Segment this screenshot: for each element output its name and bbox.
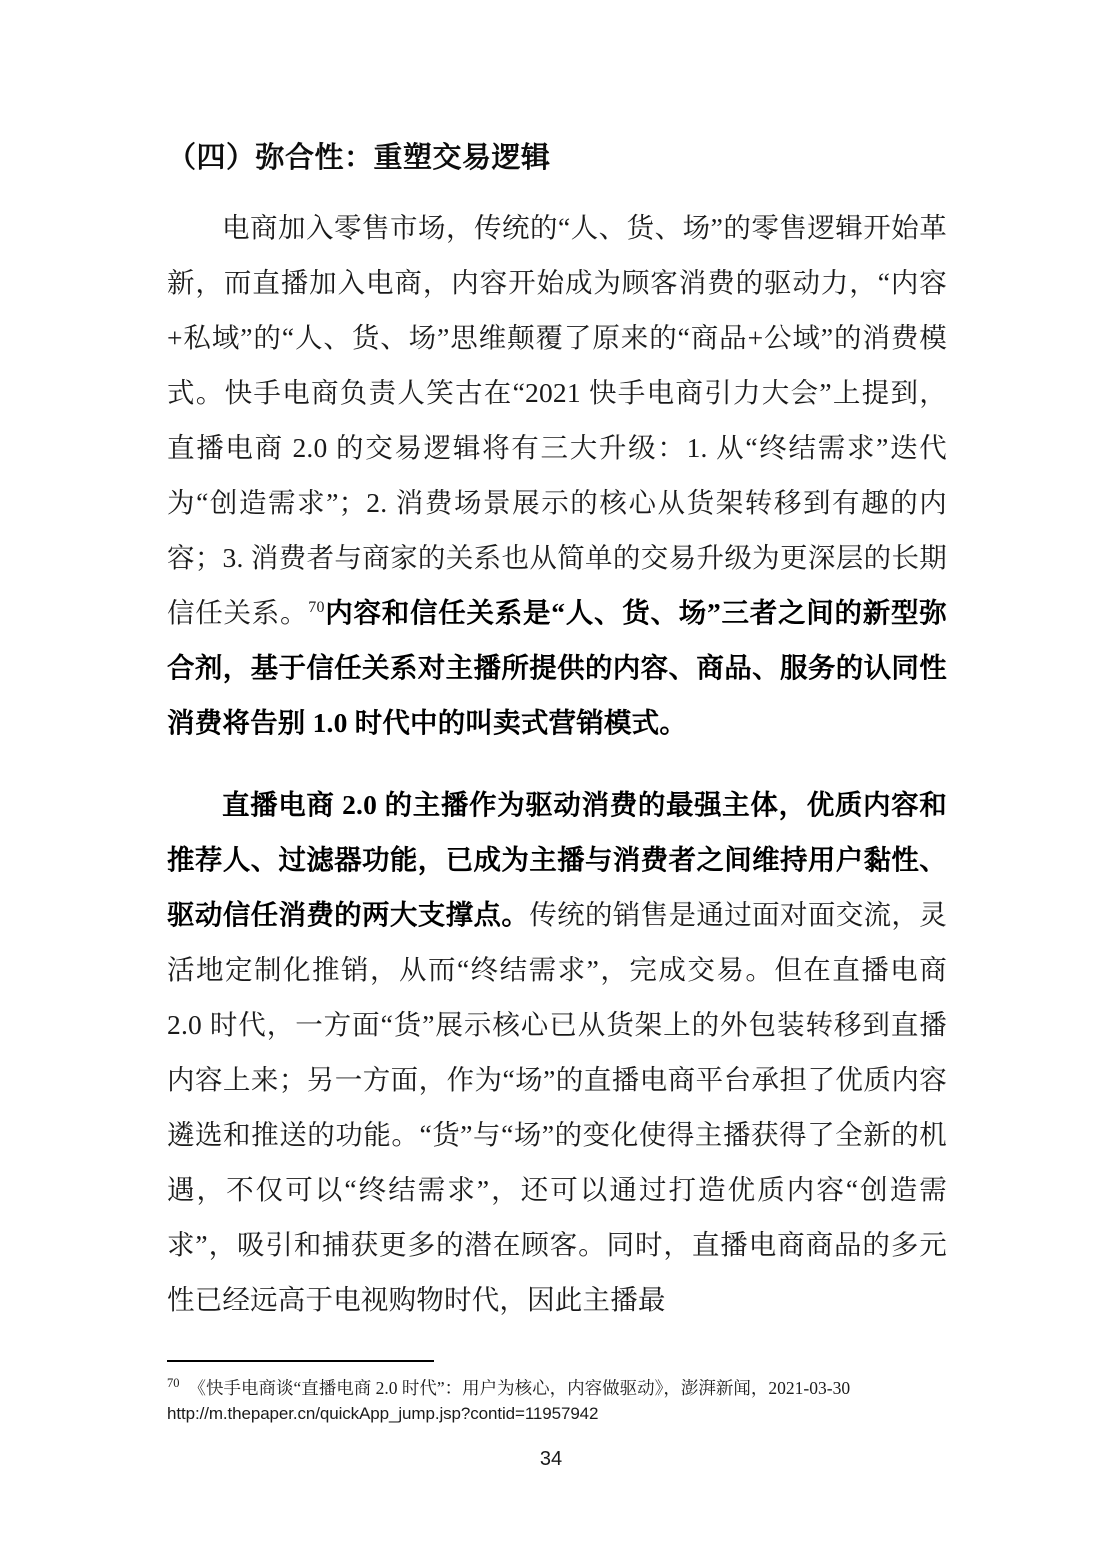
footnote-citation-text: 《快手电商谈“直播电商 2.0 时代”：用户为核心，内容做驱动》，澎湃新闻，2021-03-30 <box>188 1378 851 1398</box>
paragraph-2-run-bold: 直播电商 2.0 的主播作为驱动消费的最强主体，优质内容和推荐人、过滤器功能，已成为主播与消费者之间维持用户黏性、驱动信任消费的两大支撑点。 <box>167 788 947 930</box>
footnote-separator-rule <box>167 1360 434 1362</box>
page-number: 34 <box>539 1448 563 1470</box>
body-paragraph-1 <box>167 200 947 750</box>
footnote-area <box>167 1360 957 1427</box>
footnote-number: 70 <box>167 1376 180 1391</box>
footnote-entry <box>167 1375 957 1427</box>
footnote-url[interactable]: http://m.thepaper.cn/quickApp_jump.jsp?contid=11957942 <box>167 1404 599 1423</box>
body-paragraph-2 <box>167 777 947 1327</box>
footnote-reference-70[interactable]: 70 <box>308 598 325 616</box>
paragraph-2-run-normal: 传统的销售是通过面对面交流，灵活地定制化推销，从而“终结需求”，完成交易。但在直播电商 2.0 时代，一方面“货”展示核心已从货架上的外包装转移到直播内容上来；另一方面，作为“场”的直播电商平台承担了优质内容遴选和推送的功能。“货”与“场”的变化使得主播获得了全新的机遇，不仅可以“终结需求”，还可以通过打造优质内容“创造需求”，吸引和捕获更多的潜在顾客。同时，直播电商商品的多元性已经远高于电视购物时代，因此主播最 <box>167 898 947 1315</box>
paragraph-1-run-bold: 内容和信任关系是“人、货、场”三者之间的新型弥合剂，基于信任关系对主播所提供的内容、商品、服务的认同性消费将告别 1.0 时代中的叫卖式营销模式。 <box>167 596 947 738</box>
section-heading: （四）弥合性：重塑交易逻辑 <box>167 142 551 174</box>
paragraph-1-run-normal: 电商加入零售市场，传统的“人、货、场”的零售逻辑开始革新，而直播加入电商，内容开始成为顾客消费的驱动力，“内容+私域”的“人、货、场”思维颠覆了原来的“商品+公域”的消费模式。快手电商负责人笑古在“2021 快手电商引力大会”上提到，直播电商 2.0 的交易逻辑将有三大升级：1. 从“终结需求”迭代为“创造需求”；2. 消费场景展示的核心从货架转移到有趣的内容；3. 消费者与商家的关系也从简单的交易升级为更深层的长期信任关系。 <box>167 211 947 628</box>
page-body <box>167 0 947 1327</box>
